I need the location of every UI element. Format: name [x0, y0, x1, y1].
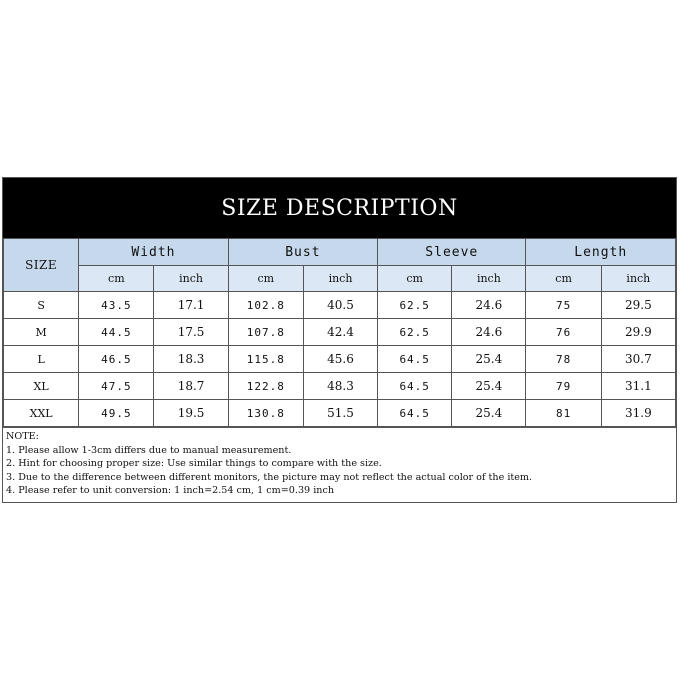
- note-item: 1. Please allow 1-3cm differs due to manual measurement.: [6, 444, 292, 456]
- group-header-width: Width: [79, 239, 228, 266]
- length-cm-cell: 81: [526, 400, 601, 427]
- unit-header-inch: inch: [303, 266, 377, 292]
- bust-cm-cell: 115.8: [228, 346, 303, 373]
- group-header-bust: Bust: [228, 239, 377, 266]
- width-inch-cell: 17.5: [154, 319, 228, 346]
- note-item: 2. Hint for choosing proper size: Use similar things to compare with the size.: [6, 458, 382, 469]
- sleeve-inch-cell: 24.6: [452, 292, 526, 319]
- unit-header-cm: cm: [228, 266, 303, 292]
- length-inch-cell: 29.9: [601, 319, 675, 346]
- table-row: [4, 400, 676, 427]
- group-header-sleeve: Sleeve: [378, 239, 526, 266]
- notes-heading: NOTE:: [6, 431, 39, 442]
- table-row: [4, 319, 676, 346]
- sleeve-cm-cell: 64.5: [378, 400, 452, 427]
- table-row: [4, 292, 676, 319]
- sleeve-inch-cell: 25.4: [452, 400, 526, 427]
- note-item: 3. Due to the difference between different monitors, the picture may not reflect the actual color of the item.: [6, 471, 533, 483]
- width-cm-cell: 43.5: [79, 292, 154, 319]
- length-inch-cell: 31.1: [601, 373, 675, 400]
- group-header-row: [4, 239, 676, 266]
- size-chart: [2, 177, 677, 503]
- unit-header-cm: cm: [378, 266, 452, 292]
- width-inch-cell: 18.3: [154, 346, 228, 373]
- size-column-header: SIZE: [4, 239, 79, 292]
- table-row: [4, 346, 676, 373]
- sleeve-inch-cell: 24.6: [452, 319, 526, 346]
- unit-header-inch: inch: [601, 266, 675, 292]
- unit-header-inch: inch: [452, 266, 526, 292]
- width-inch-cell: 17.1: [154, 292, 228, 319]
- sleeve-cm-cell: 64.5: [378, 373, 452, 400]
- size-label: XL: [4, 373, 79, 400]
- length-cm-cell: 78: [526, 346, 601, 373]
- width-cm-cell: 46.5: [79, 346, 154, 373]
- size-label: M: [4, 319, 79, 346]
- bust-cm-cell: 122.8: [228, 373, 303, 400]
- length-cm-cell: 76: [526, 319, 601, 346]
- unit-header-row: [4, 266, 676, 292]
- size-label: XXL: [4, 400, 79, 427]
- size-label: L: [4, 346, 79, 373]
- size-table: [3, 238, 676, 427]
- width-cm-cell: 44.5: [79, 319, 154, 346]
- bust-cm-cell: 130.8: [228, 400, 303, 427]
- length-inch-cell: 30.7: [601, 346, 675, 373]
- length-cm-cell: 79: [526, 373, 601, 400]
- size-label: S: [4, 292, 79, 319]
- sleeve-cm-cell: 62.5: [378, 319, 452, 346]
- sleeve-inch-cell: 25.4: [452, 346, 526, 373]
- length-cm-cell: 75: [526, 292, 601, 319]
- notes-section: [3, 427, 676, 502]
- chart-title-bar: [3, 178, 676, 238]
- width-inch-cell: 19.5: [154, 400, 228, 427]
- group-header-length: Length: [526, 239, 676, 266]
- bust-inch-cell: 40.5: [303, 292, 377, 319]
- sleeve-cm-cell: 64.5: [378, 346, 452, 373]
- length-inch-cell: 29.5: [601, 292, 675, 319]
- chart-title: SIZE DESCRIPTION: [221, 195, 458, 221]
- bust-cm-cell: 107.8: [228, 319, 303, 346]
- sleeve-inch-cell: 25.4: [452, 373, 526, 400]
- length-inch-cell: 31.9: [601, 400, 675, 427]
- bust-inch-cell: 45.6: [303, 346, 377, 373]
- unit-header-cm: cm: [526, 266, 601, 292]
- bust-inch-cell: 42.4: [303, 319, 377, 346]
- table-row: [4, 373, 676, 400]
- width-cm-cell: 49.5: [79, 400, 154, 427]
- bust-inch-cell: 48.3: [303, 373, 377, 400]
- width-cm-cell: 47.5: [79, 373, 154, 400]
- unit-header-cm: cm: [79, 266, 154, 292]
- note-item: 4. Please refer to unit conversion: 1 inch=2.54 cm, 1 cm=0.39 inch: [6, 485, 334, 496]
- bust-inch-cell: 51.5: [303, 400, 377, 427]
- bust-cm-cell: 102.8: [228, 292, 303, 319]
- unit-header-inch: inch: [154, 266, 228, 292]
- sleeve-cm-cell: 62.5: [378, 292, 452, 319]
- width-inch-cell: 18.7: [154, 373, 228, 400]
